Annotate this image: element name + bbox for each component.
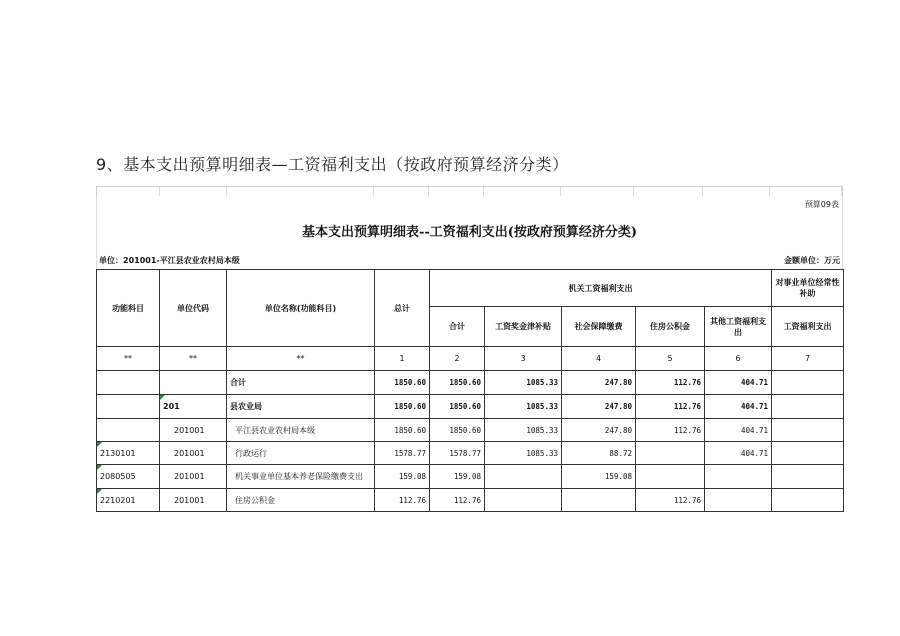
housing-cell: 112.76: [636, 419, 705, 442]
table-row: [97, 465, 844, 489]
index-row: [97, 347, 844, 371]
header-pub-group: 对事业单位经常性补助: [772, 270, 844, 307]
index-cell: **: [227, 347, 375, 371]
index-cell: 1: [375, 347, 430, 371]
pub-salary-cell: [772, 489, 844, 512]
subtotal-cell: 1850.60: [430, 371, 485, 395]
unit-code-cell: 201001: [160, 489, 227, 512]
index-cell: 5: [636, 347, 705, 371]
header-total: 总计: [375, 270, 430, 347]
header-pub-salary: 工资福利支出: [772, 307, 844, 347]
header-unit-code: 单位代码: [160, 270, 227, 347]
header-other: 其他工资福利支出: [705, 307, 772, 347]
social-cell: [562, 489, 636, 512]
index-cell: 6: [705, 347, 772, 371]
total-cell: 1850.60: [375, 419, 430, 442]
other-cell: 404.71: [705, 371, 772, 395]
social-cell: 159.08: [562, 465, 636, 489]
func-code-cell: [97, 371, 160, 395]
form-number: 预算09表: [96, 196, 843, 214]
func-code-cell: 2210201: [97, 489, 160, 512]
other-cell: 404.71: [705, 419, 772, 442]
pub-salary-cell: [772, 465, 844, 489]
unit-label: 单位：201001-平江县农业农村局本级: [99, 256, 240, 265]
header-unit-name: 单位名称(功能科目): [227, 270, 375, 347]
total-cell: 1850.60: [375, 371, 430, 395]
housing-cell: 112.76: [636, 489, 705, 512]
column-strip: [96, 186, 843, 196]
func-code-cell: 2080505: [97, 465, 160, 489]
unit-row: [96, 252, 843, 269]
unit-code-cell: 201: [160, 395, 227, 419]
social-cell: 247.80: [562, 419, 636, 442]
unit-name-cell: 合计: [227, 371, 375, 395]
header-social: 社会保障缴费: [562, 307, 636, 347]
unit-name-cell: 县农业局: [227, 395, 375, 419]
page-heading: 9、基本支出预算明细表—工资福利支出（按政府预算经济分类）: [96, 155, 569, 174]
func-code-cell: [97, 419, 160, 442]
housing-cell: 112.76: [636, 371, 705, 395]
subtotal-cell: 1850.60: [430, 419, 485, 442]
subtotal-cell: 1578.77: [430, 442, 485, 465]
header-subtotal: 合计: [430, 307, 485, 347]
salary-cell: 1085.33: [485, 442, 562, 465]
pub-salary-cell: [772, 395, 844, 419]
unit-code-cell: 201001: [160, 442, 227, 465]
salary-cell: 1085.33: [485, 395, 562, 419]
salary-cell: [485, 465, 562, 489]
table-row: [97, 395, 844, 419]
total-cell: 1850.60: [375, 395, 430, 419]
pub-salary-cell: [772, 442, 844, 465]
unit-name-cell: 机关事业单位基本养老保险缴费支出: [227, 465, 375, 489]
total-cell: 112.76: [375, 489, 430, 512]
amount-unit-label: 金额单位：万元: [784, 256, 840, 265]
table-row: [97, 419, 844, 442]
social-cell: 247.80: [562, 371, 636, 395]
social-cell: 247.80: [562, 395, 636, 419]
subtotal-cell: 159.08: [430, 465, 485, 489]
unit-name-cell: 平江县农业农村局本级: [227, 419, 375, 442]
housing-cell: 112.76: [636, 395, 705, 419]
index-cell: 4: [562, 347, 636, 371]
other-cell: 404.71: [705, 442, 772, 465]
header-func-code: 功能科目: [97, 270, 160, 347]
func-code-cell: 2130101: [97, 442, 160, 465]
unit-code-cell: [160, 371, 227, 395]
header-salary: 工资奖金津补贴: [485, 307, 562, 347]
total-cell: 159.08: [375, 465, 430, 489]
pub-salary-cell: [772, 371, 844, 395]
header-org-group: 机关工资福利支出: [430, 270, 772, 307]
subtotal-cell: 112.76: [430, 489, 485, 512]
spreadsheet: [96, 186, 843, 512]
subtotal-cell: 1850.60: [430, 395, 485, 419]
pub-salary-cell: [772, 419, 844, 442]
index-cell: 2: [430, 347, 485, 371]
func-code-cell: [97, 395, 160, 419]
unit-code-cell: 201001: [160, 419, 227, 442]
salary-cell: 1085.33: [485, 371, 562, 395]
other-cell: [705, 465, 772, 489]
index-cell: **: [97, 347, 160, 371]
table-row: [97, 371, 844, 395]
table-row: [97, 442, 844, 465]
budget-table: [96, 269, 844, 512]
social-cell: 88.72: [562, 442, 636, 465]
other-cell: [705, 489, 772, 512]
unit-code-cell: 201001: [160, 465, 227, 489]
header-housing: 住房公积金: [636, 307, 705, 347]
index-cell: 7: [772, 347, 844, 371]
salary-cell: 1085.33: [485, 419, 562, 442]
unit-name-cell: 行政运行: [227, 442, 375, 465]
total-cell: 1578.77: [375, 442, 430, 465]
housing-cell: [636, 465, 705, 489]
table-title: 基本支出预算明细表--工资福利支出(按政府预算经济分类): [96, 214, 843, 252]
housing-cell: [636, 442, 705, 465]
unit-name-cell: 住房公积金: [227, 489, 375, 512]
table-row: [97, 489, 844, 512]
other-cell: 404.71: [705, 395, 772, 419]
index-cell: 3: [485, 347, 562, 371]
salary-cell: [485, 489, 562, 512]
index-cell: **: [160, 347, 227, 371]
